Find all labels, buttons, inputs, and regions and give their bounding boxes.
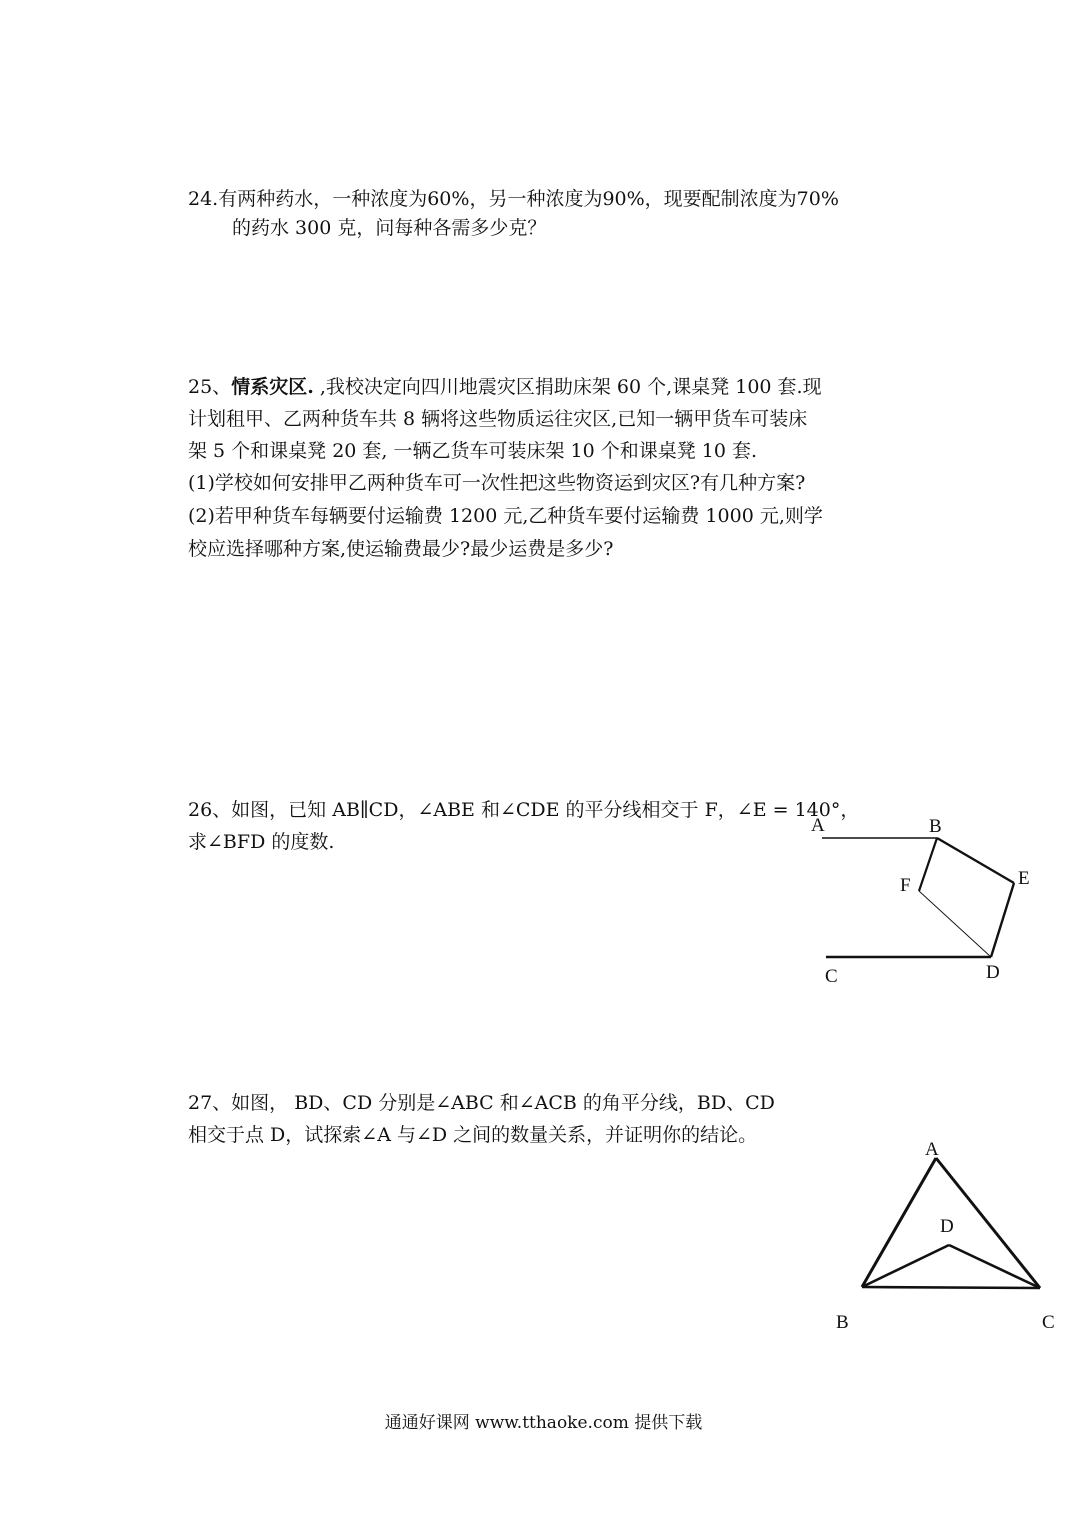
q25-line-3: 架 5 个和课桌凳 20 套, 一辆乙货车可装床架 10 个和课桌凳 10 套. (188, 440, 758, 462)
q25-part-1: (1)学校如何安排甲乙两种货车可一次性把这些物资运到灾区?有几种方案? (188, 472, 806, 494)
label-C: C (825, 966, 838, 987)
segment-AB (862, 1158, 936, 1287)
label-B: B (836, 1312, 849, 1333)
segment-ED (991, 883, 1014, 957)
segment-BF (919, 838, 937, 891)
q25-line-2: 计划租甲、乙两种货车共 8 辆将这些物质运往灾区,已知一辆甲货车可装床 (188, 408, 808, 430)
footer-source: 通通好课网 www.tthaoke.com 提供下载 (384, 1413, 703, 1433)
segment-CD (949, 1245, 1040, 1288)
q25-line-1 (188, 374, 822, 400)
q26-line-2: 求∠BFD 的度数. (188, 831, 335, 853)
label-A: A (811, 815, 825, 836)
segment-BC (862, 1287, 1040, 1288)
q25-title: 情系灾区. (231, 376, 314, 398)
label-C: C (1042, 1312, 1055, 1333)
q27-line-2: 相交于点 D，试探索∠A 与∠D 之间的数量关系，并证明你的结论。 (188, 1124, 758, 1146)
segment-FD (919, 891, 991, 957)
segment-BE (937, 838, 1014, 883)
q25-part-2: (2)若甲种货车每辆要付运输费 1200 元,乙种货车要付运输费 1000 元,则学 (188, 505, 823, 527)
q27-line-1: 27、如图， BD、CD 分别是∠ABC 和∠ACB 的角平分线，BD、CD (188, 1092, 775, 1114)
q25-part-2-cont: 校应选择哪种方案,使运输费最少?最少运费是多少? (188, 538, 614, 560)
label-D: D (986, 962, 1000, 983)
q24-line-2: 的药水 300 克，问每种各需多少克？ (232, 217, 547, 239)
label-F: F (900, 875, 911, 896)
q25-number: 25、 (188, 376, 232, 398)
q24-line-1: 24.有两种药水，一种浓度为60%，另一种浓度为90%，现要配制浓度为70% (188, 188, 839, 210)
q26-line-1: 26、如图，已知 AB∥CD，∠ABE 和∠CDE 的平分线相交于 F，∠E = 140°， (188, 799, 860, 821)
q27-figure (820, 1130, 1065, 1340)
label-B: B (929, 816, 942, 837)
label-A: A (925, 1139, 939, 1160)
label-D: D (940, 1216, 954, 1237)
label-E: E (1018, 868, 1030, 889)
q25-line-1-rest: ,我校决定向四川地震灾区捐助床架 60 个,课桌凳 100 套.现 (313, 376, 822, 398)
q26-figure (800, 805, 1050, 990)
